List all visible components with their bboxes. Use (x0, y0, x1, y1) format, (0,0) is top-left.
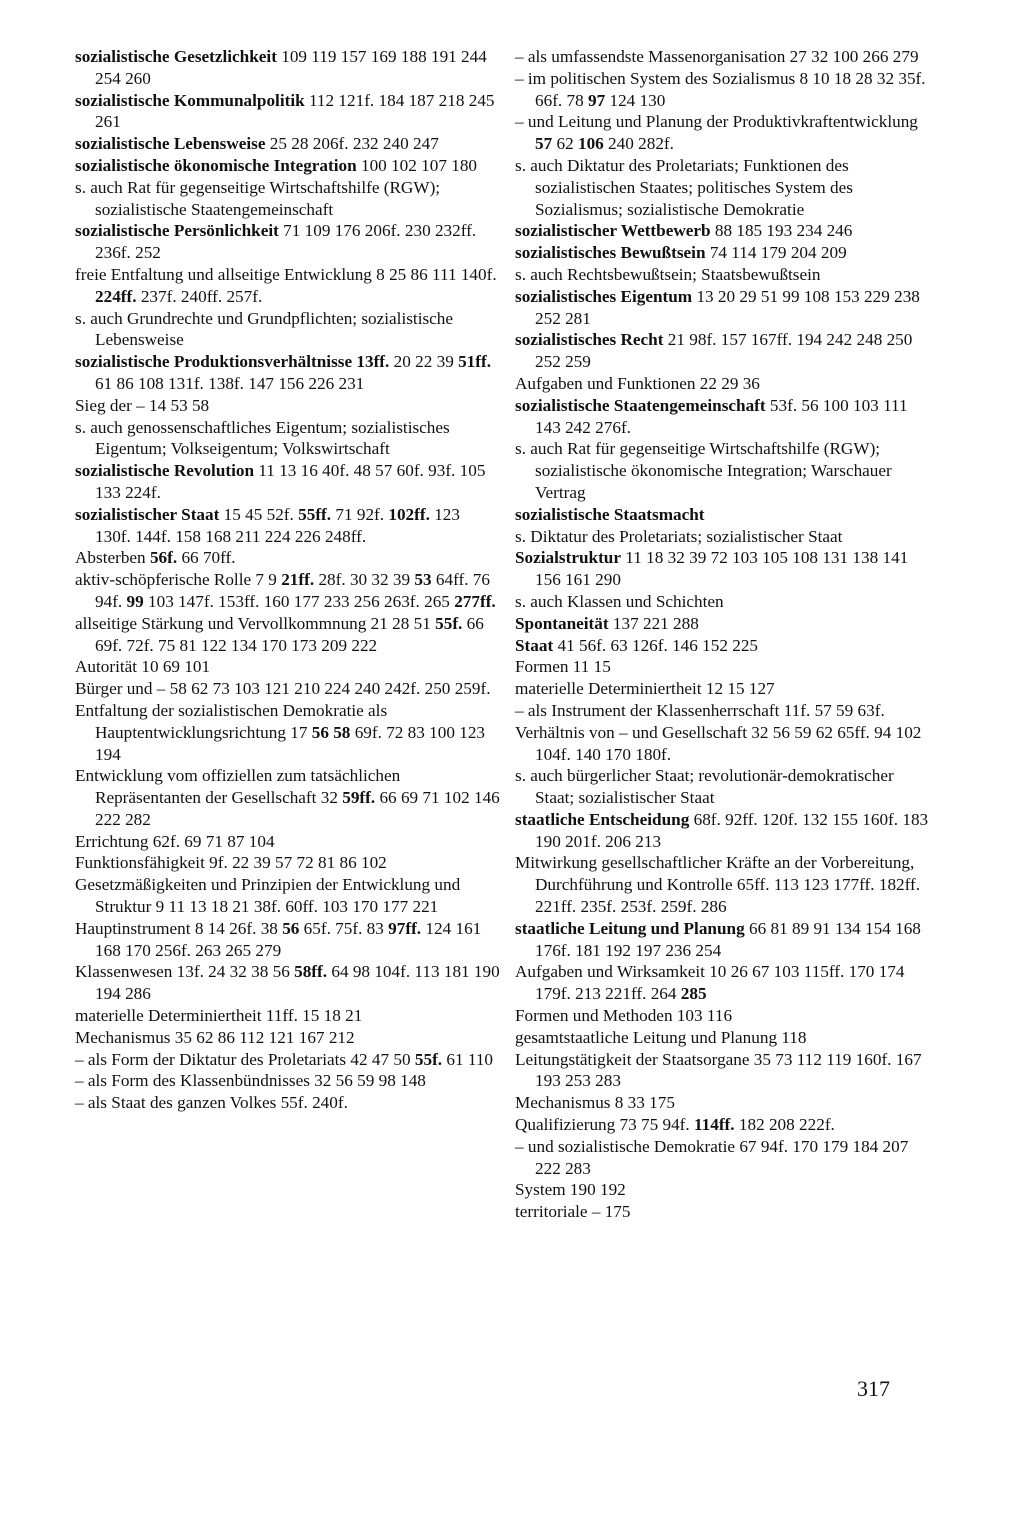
index-entry-text: 11 13 16 40f. 48 57 60f. 93f. 105 133 224f. (95, 461, 486, 502)
index-entry (75, 395, 500, 417)
index-entry-text: s. Diktatur des Proletariats; sozialistischer Staat (515, 526, 843, 546)
index-entry (515, 395, 935, 439)
index-entry (515, 373, 935, 395)
index-entry (75, 504, 500, 548)
index-entry-text: 61 110 (442, 1049, 494, 1069)
index-entry (515, 722, 935, 766)
index-entry (515, 526, 935, 548)
index-entry-text: s. auch Diktatur des Proletariats; Funktionen des sozialistischen Staates; politisches System des Sozialismus; sozialistische Demokratie (515, 155, 853, 219)
index-entry (515, 1114, 935, 1136)
index-entry (515, 678, 935, 700)
index-entry (515, 264, 935, 286)
index-entry-bold: sozialistische Gesetzlichkeit (75, 47, 277, 66)
index-entry-text: 64ff. 76 94f. (95, 570, 490, 611)
index-entry-text: Absterben (75, 548, 150, 568)
index-entry-text: Bürger und – 58 62 73 103 121 210 224 240 242f. 250 259f. (75, 679, 491, 699)
index-entry (515, 613, 935, 635)
index-entry (75, 90, 500, 134)
index-entry-text: Entfaltung der sozialistischen Demokratie als Hauptentwicklungsrichtung 17 (75, 700, 388, 742)
index-entry-bold: sozialistischer Wettbewerb (515, 221, 711, 241)
index-entry-text: Errichtung 62f. 69 71 87 104 (75, 831, 275, 851)
index-entry-text: 15 45 52f. (219, 504, 299, 524)
index-entry-text: 109 119 157 169 188 191 244 254 260 (95, 47, 487, 88)
index-entry (515, 1179, 935, 1201)
index-entry-bold: 58ff. (294, 962, 328, 982)
index-entry (75, 613, 500, 657)
index-entry-text: s. auch Rechtsbewußtsein; Staatsbewußtsein (515, 264, 821, 284)
index-entry-bold: 285 (680, 984, 707, 1004)
index-entry-bold: 102ff. (388, 504, 430, 524)
index-entry (515, 438, 935, 503)
index-entry-bold: sozialistisches Eigentum (515, 286, 693, 306)
index-entry-text: – und sozialistische Demokratie 67 94f. 170 179 184 207 222 283 (515, 1136, 909, 1178)
index-entry (75, 765, 500, 830)
index-entry-text: 53f. 56 100 103 111 143 242 276f. (535, 395, 908, 437)
index-entry-bold: sozialistische ökonomische Integration (75, 155, 357, 175)
index-entry-text: 20 22 39 (389, 352, 459, 372)
index-entry (75, 656, 500, 678)
index-entry-text: Klassenwesen 13f. 24 32 38 56 (75, 962, 295, 982)
index-entry-text: 64 98 104f. 113 181 190 194 286 (95, 962, 500, 1004)
index-entry (515, 220, 935, 242)
index-entry-text: 65f. 75f. 83 (299, 918, 389, 938)
index-column-right (515, 46, 935, 1223)
index-entry (75, 46, 500, 90)
index-entry (75, 852, 500, 874)
index-entry-bold: sozialistisches Recht (515, 330, 664, 350)
index-entry-bold: sozialistische Produktionsverhältnisse 13ff. (75, 352, 390, 372)
index-entry-text: materielle Determiniertheit 11ff. 15 18 21 (75, 1006, 363, 1026)
index-entry (75, 264, 500, 308)
index-entry-bold: sozialistische Revolution (75, 461, 255, 481)
index-entry-text: Gesetzmäßigkeiten und Prinzipien der Entwicklung und Struktur 9 11 13 18 21 38f. 60ff. 103 170 177 221 (75, 875, 461, 917)
index-entry-text: Mechanismus 35 62 86 112 121 167 212 (75, 1027, 355, 1047)
index-entry-text: – als Staat des ganzen Volkes 55f. 240f. (75, 1093, 348, 1113)
index-entry-text: 71 92f. (331, 504, 389, 524)
index-entry-text: 71 109 176 206f. 230 232ff. 236f. 252 (95, 221, 477, 263)
index-entry-bold: 55ff. (298, 504, 332, 524)
index-entry-text: Hauptinstrument 8 14 26f. 38 (75, 918, 283, 938)
index-entry-bold: Staat (515, 635, 554, 655)
index-entry-text: Autorität 10 69 101 (75, 657, 211, 677)
index-entry-text: freie Entfaltung und allseitige Entwicklung 8 25 86 111 140f. (75, 264, 497, 284)
index-entry-bold: 106 (577, 134, 604, 154)
index-entry (75, 417, 500, 461)
index-entry-text: 21 98f. 157 167ff. 194 242 248 250 252 259 (535, 330, 913, 372)
index-entry-bold: 53 (414, 570, 432, 590)
index-entry-bold: Spontaneität (515, 613, 609, 633)
index-entry-text: Mechanismus 8 33 175 (515, 1093, 675, 1113)
index-entry-text: 28f. 30 32 39 (314, 570, 415, 590)
index-entry (75, 133, 500, 155)
index-entry (75, 874, 500, 918)
index-entry-text: 62 (552, 134, 578, 154)
index-entry (515, 852, 935, 917)
index-entry-bold: staatliche Entscheidung (515, 809, 690, 829)
index-entry (515, 765, 935, 809)
index-entry-text: s. auch genossenschaftliches Eigentum; sozialistisches Eigentum; Volkseigentum; Volkswirtschaft (75, 417, 450, 459)
index-entry-text: 88 185 193 234 246 (710, 221, 853, 241)
index-entry-text: 123 130f. 144f. 158 168 211 224 226 248ff. (95, 504, 460, 546)
index-entry-text: – als Form des Klassenbündnisses 32 56 59 98 148 (75, 1071, 426, 1091)
index-entry-text: Aufgaben und Wirksamkeit 10 26 67 103 115ff. 170 174 179f. 213 221ff. 264 (515, 962, 905, 1004)
index-entry-text: 13 20 29 51 99 108 153 229 238 252 281 (535, 286, 920, 328)
index-entry-bold: 114ff. (694, 1115, 735, 1135)
index-entry-bold: Sozialstruktur (515, 548, 621, 568)
index-entry-bold: sozialistische Persönlichkeit (75, 221, 279, 241)
index-entry-bold: 56f. (149, 548, 178, 568)
index-column-left (75, 46, 500, 1114)
index-entry-text: – als Form der Diktatur des Proletariats 42 47 50 (75, 1049, 415, 1069)
index-entry-bold: sozialistisches Bewußtsein (515, 243, 706, 263)
index-entry-text: Verhältnis von – und Gesellschaft 32 56 59 62 65ff. 94 102 104f. 140 170 180f. (515, 722, 922, 764)
index-entry-text: 240 282f. (603, 134, 674, 154)
index-entry-text: 68f. 92ff. 120f. 132 155 160f. 183 190 201f. 206 213 (535, 809, 929, 851)
index-entry-text: Entwicklung vom offiziellen zum tatsächlichen Repräsentanten der Gesellschaft 32 (75, 766, 401, 808)
index-entry-text: 112 121f. 184 187 218 245 261 (95, 90, 495, 132)
index-entry (515, 635, 935, 657)
index-entry (515, 155, 935, 220)
index-entry (515, 111, 935, 155)
index-entry-text: s. auch Grundrechte und Grundpflichten; sozialistische Lebensweise (75, 308, 454, 350)
index-entry-text: 61 86 108 131f. 138f. 147 156 226 231 (95, 373, 365, 393)
index-entry-text: 100 102 107 180 (356, 155, 477, 175)
index-entry-text: 137 221 288 (608, 613, 699, 633)
index-entry (515, 961, 935, 1005)
index-entry (75, 155, 500, 177)
index-entry (75, 961, 500, 1005)
index-entry-text: 124 161 168 170 256f. 263 265 279 (95, 918, 482, 960)
index-entry (75, 460, 500, 504)
index-entry-text: Formen 11 15 (515, 657, 611, 677)
index-entry (75, 351, 500, 395)
index-entry-text: 66 70ff. (177, 548, 236, 568)
index-entry-text: – als umfassendste Massenorganisation 27 32 100 266 279 (515, 47, 919, 66)
index-entry-text: Leitungstätigkeit der Staatsorgane 35 73 112 119 160f. 167 193 253 283 (515, 1049, 922, 1091)
index-entry-bold: sozialistischer Staat (75, 504, 220, 524)
index-entry (515, 591, 935, 613)
index-entry (75, 220, 500, 264)
index-entry-text: 11 18 32 39 72 103 105 108 131 138 141 156 161 290 (535, 548, 909, 590)
index-entry (515, 1005, 935, 1027)
index-entry-bold: sozialistische Lebensweise (75, 134, 266, 154)
index-entry-text: 66 69f. 72f. 75 81 122 134 170 173 209 222 (95, 613, 484, 655)
index-entry-text: territoriale – 175 (515, 1202, 631, 1222)
index-entry-bold: 51ff. (458, 352, 492, 372)
index-entry-bold: staatliche Leitung und Planung (515, 918, 745, 938)
index-entry (515, 809, 935, 853)
index-entry (515, 1136, 935, 1180)
index-entry-bold: 56 58 (311, 722, 351, 742)
index-entry-bold: 97ff. (388, 918, 422, 938)
index-entry-text: 103 147f. 153ff. 160 177 233 256 263f. 265 (143, 591, 455, 611)
index-entry-text: s. auch Rat für gegenseitige Wirtschaftshilfe (RGW); sozialistische ökonomische Integration; Warschauer Vertrag (515, 439, 892, 502)
index-entry-text: – im politischen System des Sozialismus 8 10 18 28 32 35f. 66f. 78 (515, 68, 926, 110)
index-entry-bold: 97 (588, 90, 606, 110)
index-entry-text: materielle Determiniertheit 12 15 127 (515, 679, 775, 699)
index-entry-text: 74 114 179 204 209 (705, 243, 847, 263)
index-entry (515, 46, 935, 68)
index-entry (75, 569, 500, 613)
index-entry-text: – als Instrument der Klassenherrschaft 11f. 57 59 63f. (515, 700, 885, 720)
index-entry-bold: 277ff. (454, 591, 496, 611)
index-entry (75, 308, 500, 352)
index-entry-text: 124 130 (605, 90, 666, 110)
index-entry-text: s. auch Klassen und Schichten (515, 591, 724, 611)
index-entry-bold: 224ff. (95, 286, 137, 306)
index-entry (75, 678, 500, 700)
index-entry-text: aktiv-schöpferische Rolle 7 9 (75, 570, 282, 590)
index-entry (515, 68, 935, 112)
index-entry (515, 504, 935, 526)
index-entry (515, 329, 935, 373)
index-entry (515, 656, 935, 678)
index-entry-text: 182 208 222f. (734, 1115, 835, 1135)
index-entry-text: 25 28 206f. 232 240 247 (265, 134, 439, 154)
index-entry (75, 918, 500, 962)
index-entry (515, 1201, 935, 1223)
index-entry (515, 918, 935, 962)
index-entry-text: System 190 192 (515, 1180, 626, 1200)
index-entry-bold: sozialistische Staatsmacht (515, 504, 705, 524)
index-entry-bold: sozialistische Kommunalpolitik (75, 90, 305, 110)
index-entry-bold: 57 (535, 134, 553, 154)
index-entry-text: Sieg der – 14 53 58 (75, 395, 210, 415)
index-entry (515, 547, 935, 591)
index-entry-text: 66 81 89 91 134 154 168 176f. 181 192 197 236 254 (535, 918, 921, 960)
index-entry-text: Aufgaben und Funktionen 22 29 36 (515, 373, 760, 393)
index-entry-bold: 21ff. (281, 570, 315, 590)
index-entry-text: 41 56f. 63 126f. 146 152 225 (553, 635, 759, 655)
index-entry (515, 286, 935, 330)
index-entry-bold: 56 (282, 918, 300, 938)
index-entry (75, 177, 500, 221)
index-entry (75, 1070, 500, 1092)
index-entry-text: s. auch bürgerlicher Staat; revolutionär-demokratischer Staat; sozialistischer Staat (515, 766, 894, 808)
index-entry-text: – und Leitung und Planung der Produktivkraftentwicklung (515, 112, 918, 132)
index-entry (75, 831, 500, 853)
index-entry (515, 1049, 935, 1093)
index-entry-text: allseitige Stärkung und Vervollkommnung 21 28 51 (75, 613, 436, 633)
index-entry (75, 700, 500, 765)
index-entry-bold: sozialistische Staatengemeinschaft (515, 395, 766, 415)
index-entry-text: s. auch Rat für gegenseitige Wirtschaftshilfe (RGW); sozialistische Staatengemeinschaft (75, 177, 441, 219)
index-entry (515, 1092, 935, 1114)
index-entry-bold: 55f. (414, 1049, 443, 1069)
index-entry (515, 242, 935, 264)
index-entry-text: Funktionsfähigkeit 9f. 22 39 57 72 81 86 102 (75, 853, 387, 873)
index-entry (75, 1027, 500, 1049)
index-entry-text: 69f. 72 83 100 123 194 (95, 722, 486, 764)
index-entry-text: 66 69 71 102 146 222 282 (95, 788, 500, 829)
index-entry-bold: 55f. (435, 613, 463, 633)
index-entry-text: Qualifizierung 73 75 94f. (515, 1115, 694, 1135)
index-entry-text: Mitwirkung gesellschaftlicher Kräfte an der Vorbereitung, Durchführung und Kontrolle 65ff. 113 123 177ff. 182ff. 221ff. 235f. 253f. 259f. 286 (515, 853, 921, 917)
index-entry (515, 1027, 935, 1049)
index-entry-bold: 59ff. (342, 788, 376, 808)
index-entry (75, 1049, 500, 1071)
index-entry-text: Formen und Methoden 103 116 (515, 1006, 733, 1026)
index-entry-bold: 99 (126, 591, 144, 611)
index-entry (75, 1092, 500, 1114)
index-entry (515, 700, 935, 722)
index-entry (75, 1005, 500, 1027)
index-entry (75, 547, 500, 569)
index-entry-text: gesamtstaatliche Leitung und Planung 118 (515, 1027, 807, 1047)
page-number: 317 (857, 1376, 890, 1401)
index-entry-text: 237f. 240ff. 257f. (136, 286, 263, 306)
